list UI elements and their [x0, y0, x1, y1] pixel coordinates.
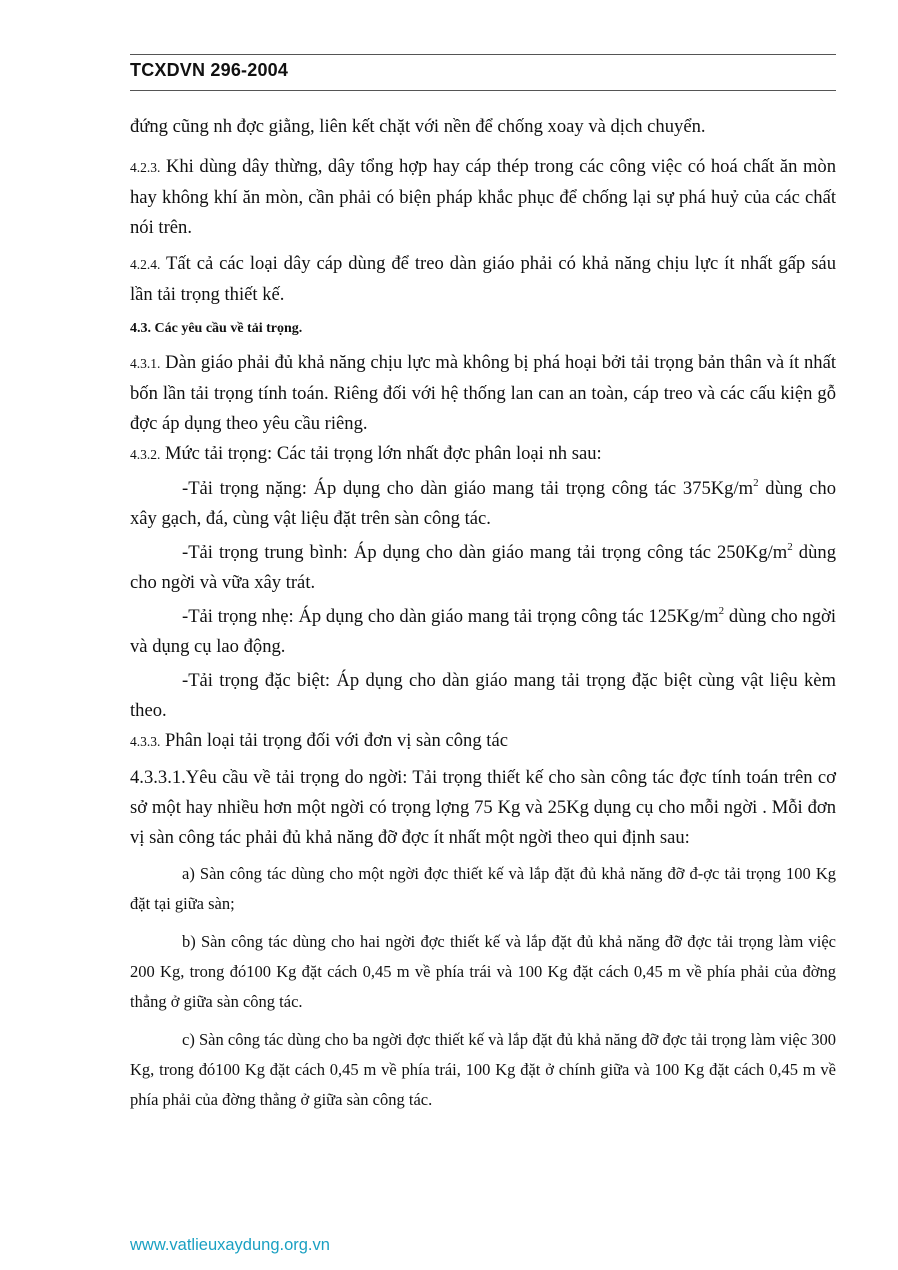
load-heavy — [130, 474, 836, 534]
paragraph-4-3-3-1: 4.3.3.1.Yêu cầu về tải trọng do ngời: Tải trọng thiết kế cho sàn công tác đợc tính toán trên cơ sở một hay nhiều hơn một ngời có trọng lợng 75 Kg và 25Kg dụng cụ cho mỗi ngời . Mỗi đơn vị sàn công tác phải đủ khả năng đỡ đợc ít nhất một ngời theo qui định sau: — [130, 767, 836, 848]
load-light-text-2: dùng cho ngời và dụng cụ lao động. — [130, 606, 836, 657]
document-body — [130, 112, 836, 1115]
section-number: 4.2.3. — [130, 160, 161, 175]
superscript: 2 — [787, 541, 793, 553]
item-a: a) Sàn công tác dùng cho một ngời đợc thiết kế và lắp đặt đủ khả năng đỡ đ-ợc tải trọng 100 Kg đặt tại giữa sàn; — [130, 864, 836, 913]
paragraph-4-2-3 — [130, 152, 836, 243]
document-code-header: TCXDVN 296-2004 — [130, 60, 289, 80]
superscript: 2 — [718, 605, 725, 617]
load-medium-text: -Tải trọng trung bình: Áp dụng cho dàn giáo mang tải trọng công tác 250Kg/m — [182, 542, 788, 563]
paragraph-text: Mức tải trọng: Các tải trọng lớn nhất đợc phân loại nh sau: — [160, 443, 602, 464]
paragraph-4-3-3 — [130, 726, 836, 757]
load-heavy-text: -Tải trọng nặng: Áp dụng cho dàn giáo mang tải trọng công tác 375Kg/m — [182, 478, 754, 499]
paragraph-text: Dàn giáo phải đủ khả năng chịu lực mà không bị phá hoại bởi tải trọng bản thân và ít nhất bốn lần tải trọng tính toán. Riêng đối với hệ thống lan can an toàn, cáp treo và các cấu kiện gỗ đợc áp dụng theo yêu cầu riêng. — [130, 352, 836, 434]
paragraph-4-3-2 — [130, 439, 836, 470]
section-number: 4.3.2. — [130, 447, 161, 462]
load-light-text: -Tải trọng nhẹ: Áp dụng cho dàn giáo mang tải trọng công tác 125Kg/m — [182, 606, 719, 627]
item-c: c) Sàn công tác dùng cho ba ngời đợc thiết kế và lắp đặt đủ khả năng đỡ đợc tải trọng làm việc 300 Kg, trong đó100 Kg đặt cách 0,45 m về phía trái, 100 Kg đặt ở chính giữa và 100 Kg đặt cách 0,45 m về phía phải của đờng thẳng ở giữa sàn công tác. — [130, 1030, 836, 1109]
paragraph-text: Tất cả các loại dây cáp dùng để treo dàn giáo phải có khả năng chịu lực ít nhất gấp sáu lần tải trọng thiết kế. — [130, 253, 836, 305]
paragraph-text: Phân loại tải trọng đối với đơn vị sàn công tác — [160, 730, 508, 751]
item-b: b) Sàn công tác dùng cho hai ngời đợc thiết kế và lắp đặt đủ khả năng đỡ đợc tải trọng làm việc 200 Kg, trong đó100 Kg đặt cách 0,45 m về phía trái và 100 Kg đặt cách 0,45 m về phía phải của đờng thẳng ở giữa sàn công tác. — [130, 932, 836, 1011]
paragraph-4-3-1 — [130, 348, 836, 439]
load-medium — [130, 538, 836, 598]
footer-website-link[interactable]: www.vatlieuxaydung.org.vn — [130, 1236, 330, 1254]
section-heading-4-3: 4.3. Các yêu cầu về tải trọng. — [130, 321, 303, 336]
superscript: 2 — [753, 477, 759, 489]
section-number: 4.3.3. — [130, 734, 161, 749]
paragraph-4-2-4 — [130, 249, 836, 310]
load-light — [130, 602, 836, 662]
section-number: 4.2.4. — [130, 257, 161, 272]
paragraph-continuation: đứng cũng nh đợc giằng, liên kết chặt với nền để chống xoay và dịch chuyển. — [130, 116, 706, 137]
load-special: -Tải trọng đặc biệt: Áp dụng cho dàn giáo mang tải trọng đặc biệt cùng vật liệu kèm theo. — [130, 670, 836, 721]
load-heavy-text-2: dùng cho xây gạch, đá, cùng vật liệu đặt trên sàn công tác. — [130, 478, 836, 529]
header-top-rule — [130, 54, 836, 55]
header-bottom-rule — [130, 90, 836, 91]
load-medium-text-2: dùng cho ngời và vữa xây trát. — [130, 542, 836, 593]
paragraph-text: Khi dùng dây thừng, dây tổng hợp hay cáp thép trong các công việc có hoá chất ăn mòn hay không khí ăn mòn, cần phải có biện pháp khắc phục để chống lại sự phá huỷ của các chất nói trên. — [130, 156, 836, 238]
section-number: 4.3.1. — [130, 356, 161, 371]
